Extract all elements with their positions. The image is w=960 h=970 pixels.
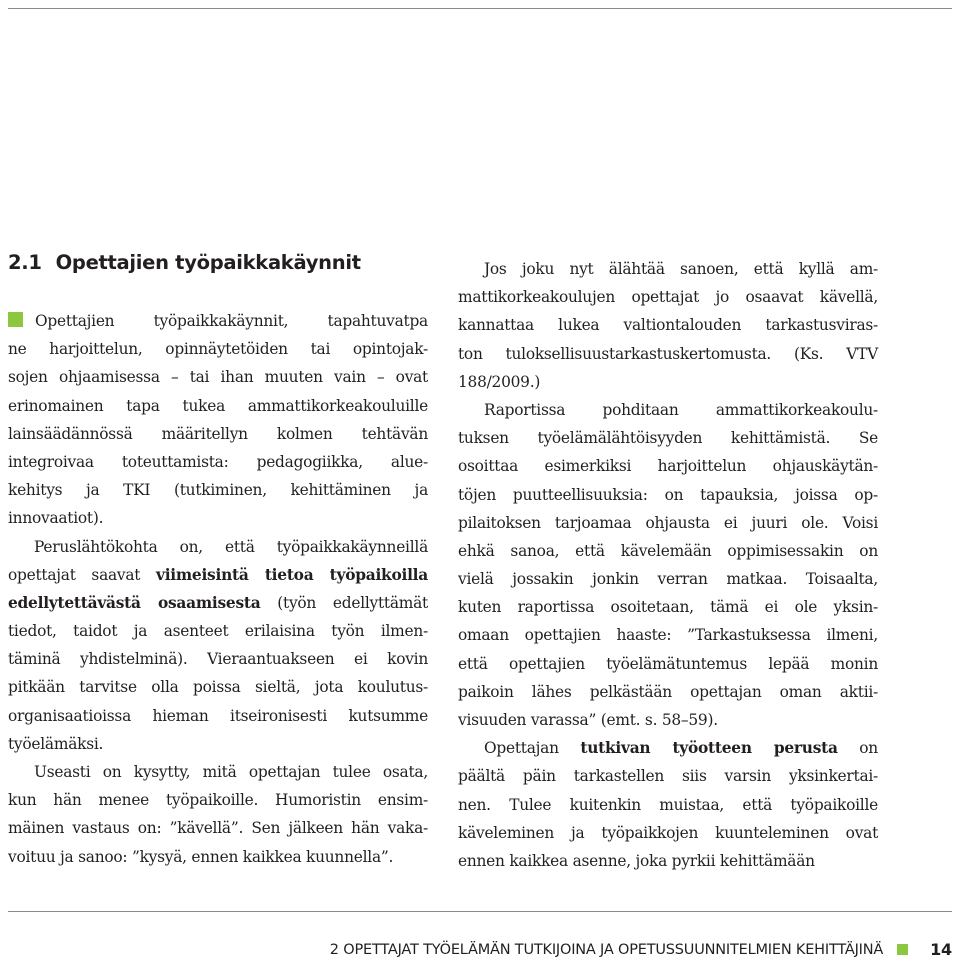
text-run: omaan opettajien haaste: ”Tarkastuksessa ilmeni, [458, 626, 878, 645]
text-run: visuuden varassa” (emt. s. 58–59). [458, 711, 718, 729]
text-line [458, 678, 878, 706]
text-run: työelämäksi. [8, 734, 104, 753]
footer-chapter-title: 2 OPETTAJAT TYÖELÄMÄN TUTKIJOINA JA OPETUSSUUNNITELMIEN KEHITTÄJINÄ [329, 941, 884, 958]
text-line [8, 307, 428, 335]
bold-text: tutkivan työotteen perusta [580, 739, 838, 758]
text-run: lainsäädännössä määritellyn kolmen tehtävän [8, 424, 428, 443]
text-line [458, 762, 878, 790]
text-run: sojen ohjaamisessa – tai ihan muuten vain – ovat [8, 368, 428, 387]
text-run: kehitys ja TKI (tutkiminen, kehittäminen ja [8, 481, 428, 500]
text-line [458, 537, 878, 565]
text-run: pilaitoksen tarjoamaa ohjausta ei juuri ole. Voisi [458, 513, 878, 532]
text-run: 188/2009.) [458, 372, 541, 391]
text-line [458, 791, 878, 819]
text-run: erinomainen tapa tukea ammattikorkeakouluille [8, 396, 428, 415]
text-line [8, 533, 428, 561]
text-line [8, 843, 428, 871]
text-line [458, 706, 878, 734]
text-line [8, 617, 428, 645]
bottom-rule [8, 911, 952, 912]
text-run: kun hän menee työpaikoille. Humoristin ensim- [8, 791, 428, 810]
text-line [458, 424, 878, 452]
text-run: Jos joku nyt älähtää sanoen, että kyllä am- [484, 260, 878, 278]
text-run: voituu ja sanoo: ”kysyä, ennen kaikkea kuunnella”. [8, 847, 394, 866]
text-run: ton tuloksellisuustarkastuskertomusta. (Ks. VTV [458, 344, 878, 363]
text-run: että opettajien työelämätuntemus lepää monin [458, 654, 878, 673]
text-run: nen. Tulee kuitenkin muistaa, että työpaikoille [458, 795, 878, 814]
text-line [8, 645, 428, 673]
page-number: 14 [930, 940, 952, 959]
text-run: paikoin lähes pelkästään opettajan oman aktii- [458, 682, 878, 701]
text-run: täminä yhdistelminä). Vieraantuakseen ei kovin [8, 650, 428, 669]
text-line [458, 847, 878, 875]
text-run: on [837, 739, 878, 758]
text-line [8, 363, 428, 391]
text-line [458, 283, 878, 311]
top-rule [8, 8, 952, 9]
text-run: tiedot, taidot ja asenteet erilaisina työn ilmen- [8, 622, 428, 641]
text-line [458, 340, 878, 368]
bold-text: edellytettävästä osaamisesta [8, 593, 261, 612]
text-line [8, 335, 428, 363]
text-run: pitkään tarvitse olla poissa sieltä, jota koulutus- [8, 678, 428, 697]
text-run: ehkä sanoa, että kävelemään oppimisessakin on [458, 541, 878, 560]
text-line [458, 452, 878, 480]
text-line [8, 448, 428, 476]
text-run: kuten raportissa osoitetaan, tämä ei ole yksin- [458, 598, 878, 617]
text-line [458, 650, 878, 678]
text-run: organisaatioissa hieman itseironisesti kutsumme [8, 706, 428, 725]
text-line [8, 814, 428, 842]
text-line [8, 758, 428, 786]
text-line [458, 509, 878, 537]
text-line [8, 420, 428, 448]
text-run: Peruslähtökohta on, että työpaikkakäynneillä [34, 537, 428, 556]
right-column [458, 255, 878, 875]
text-line [458, 621, 878, 649]
text-line [458, 481, 878, 509]
text-line [458, 368, 878, 396]
text-line [8, 392, 428, 420]
text-run: (työn edellyttämät [260, 593, 428, 612]
text-line [8, 589, 428, 617]
text-run: tuksen työelämälähtöisyyden kehittämistä. Se [458, 429, 878, 448]
text-run: päältä päin tarkastellen siis varsin yksinkertai- [458, 767, 878, 786]
text-line [8, 786, 428, 814]
text-run: opettajat saavat [8, 565, 156, 584]
text-run: töjen puutteellisuuksia: on tapauksia, joissa op- [458, 485, 878, 504]
text-run: ennen kaikkea asenne, joka pyrkii kehittämään [458, 851, 815, 870]
text-line [8, 476, 428, 504]
text-run: Useasti on kysytty, mitä opettajan tulee osata, [34, 763, 428, 781]
bold-text: viimeisintä tietoa työpaikoilla [156, 565, 428, 584]
green-square-icon [897, 944, 908, 955]
text-line [8, 504, 428, 532]
text-run: innovaatiot). [8, 509, 104, 528]
text-run: mäinen vastaus on: ”kävellä”. Sen jälkeen hän vaka- [8, 819, 428, 838]
text-line [458, 311, 878, 339]
text-line [8, 702, 428, 730]
page-footer [330, 940, 952, 959]
text-line [8, 673, 428, 701]
green-square-icon [8, 312, 23, 327]
text-line [458, 255, 878, 283]
section-title: Opettajien työpaikkakäynnit [55, 251, 361, 274]
text-line [458, 396, 878, 424]
text-line [458, 734, 878, 762]
text-run: Opettajien työpaikkakäynnit, tapahtuvatpa [35, 312, 428, 330]
section-number: 2.1 [8, 251, 42, 274]
text-line [458, 565, 878, 593]
text-run: ne harjoittelun, opinnäytetöiden tai opintojak- [8, 340, 428, 359]
left-column [8, 307, 428, 871]
section-heading [8, 251, 361, 274]
text-run: Raportissa pohditaan ammattikorkeakoulu- [484, 400, 878, 419]
text-run: mattikorkeakoulujen opettajat jo osaavat kävellä, [458, 288, 878, 307]
text-run: vielä jossakin jonkin verran matkaa. Toisaalta, [458, 570, 878, 589]
text-run: kannattaa lukea valtiontalouden tarkastusviras- [458, 316, 878, 335]
text-line [8, 730, 428, 758]
text-run: käveleminen ja työpaikkojen kuunteleminen ovat [458, 823, 878, 842]
text-run: integroivaa toteuttamista: pedagogiikka, alue- [8, 452, 428, 471]
text-line [458, 593, 878, 621]
text-line [8, 561, 428, 589]
text-line [458, 819, 878, 847]
text-run: osoittaa esimerkiksi harjoittelun ohjauskäytän- [458, 457, 878, 476]
text-run: Opettajan [484, 739, 581, 758]
